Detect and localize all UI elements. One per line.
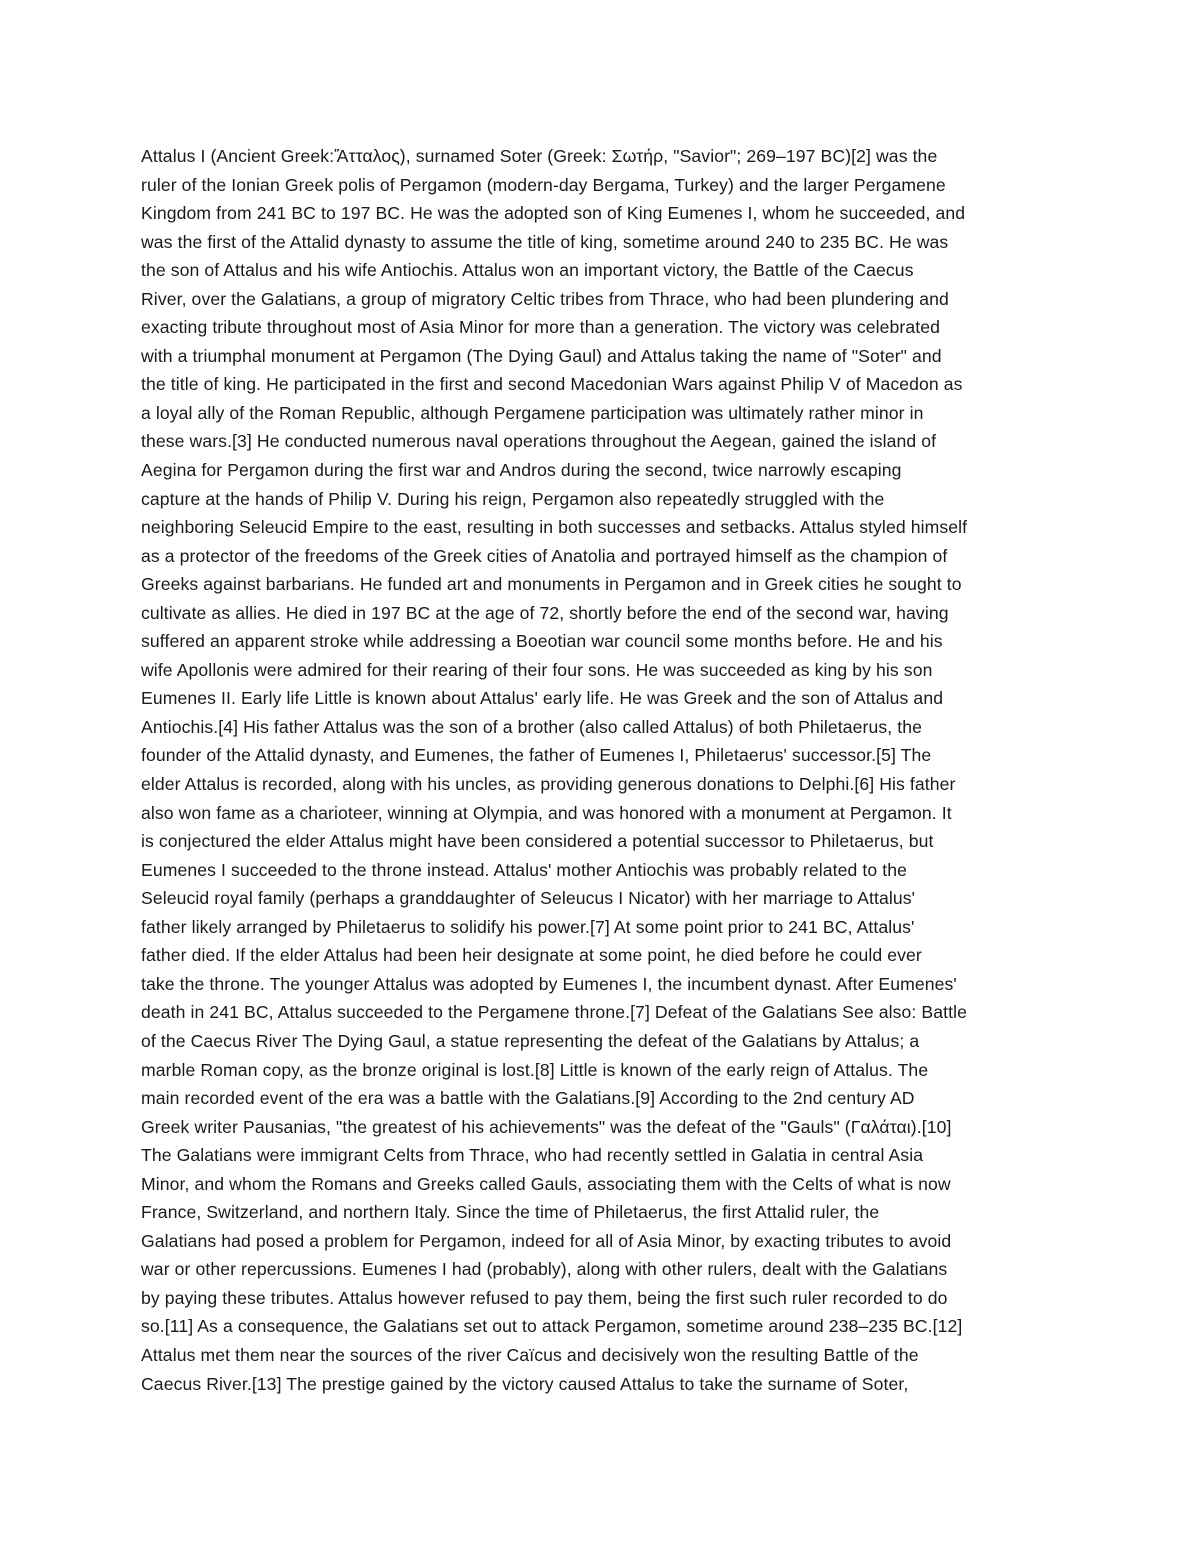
text-line: Kingdom from 241 BC to 197 BC. He was the adopted son of King Eumenes I, whom he succeeded, and [141, 203, 966, 224]
text-line: main recorded event of the era was a battle with the Galatians.[9] According to the 2nd century AD [141, 1088, 915, 1109]
text-line: Greeks against barbarians. He funded art and monuments in Pergamon and in Greek cities he sought to [141, 574, 962, 595]
text-line: war or other repercussions. Eumenes I had (probably), along with other rulers, dealt with the Galatians [141, 1259, 948, 1280]
text-line: Galatians had posed a problem for Pergamon, indeed for all of Asia Minor, by exacting tributes to avoid [141, 1230, 952, 1251]
text-line: Aegina for Pergamon during the first war and Andros during the second, twice narrowly escaping [141, 460, 902, 481]
text-line: The Galatians were immigrant Celts from Thrace, who had recently settled in Galatia in central Asia [141, 1145, 924, 1166]
text-line: of the Caecus River The Dying Gaul, a statue representing the defeat of the Galatians by Attalus; a [141, 1030, 920, 1051]
text-line: marble Roman copy, as the bronze original is lost.[8] Little is known of the early reign of Attalus. The [141, 1059, 929, 1080]
text-line: ruler of the Ionian Greek polis of Pergamon (modern-day Bergama, Turkey) and the larger Pergamene [141, 174, 946, 195]
text-line: Caecus River.[13] The prestige gained by the victory caused Attalus to take the surname of Soter, [141, 1373, 909, 1394]
text-line: River, over the Galatians, a group of migratory Celtic tribes from Thrace, who had been plundering and [141, 288, 949, 309]
text-line: is conjectured the elder Attalus might have been considered a potential successor to Philetaerus, but [141, 831, 934, 852]
text-line: elder Attalus is recorded, along with his uncles, as providing generous donations to Delphi.[6] His father [141, 774, 956, 795]
text-line: father likely arranged by Philetaerus to solidify his power.[7] At some point prior to 241 BC, Attalus' [141, 916, 915, 937]
text-line: Attalus met them near the sources of the river Caïcus and decisively won the resulting Battle of the [141, 1344, 919, 1365]
text-line: wife Apollonis were admired for their rearing of their four sons. He was succeeded as king by his son [141, 659, 933, 680]
body-text [141, 142, 1081, 1398]
text-line: as a protector of the freedoms of the Greek cities of Anatolia and portrayed himself as the champion of [141, 545, 948, 566]
text-line: the son of Attalus and his wife Antiochis. Attalus won an important victory, the Battle of the Caecus [141, 260, 914, 281]
text-line: cultivate as allies. He died in 197 BC at the age of 72, shortly before the end of the second war, having [141, 602, 949, 623]
text-line: by paying these tributes. Attalus however refused to pay them, being the first such ruler recorded to do [141, 1287, 948, 1308]
text-line: exacting tribute throughout most of Asia Minor for more than a generation. The victory was celebrated [141, 317, 940, 338]
text-line: so.[11] As a consequence, the Galatians set out to attack Pergamon, sometime around 238–235 BC.[12] [141, 1316, 963, 1337]
text-line: also won fame as a charioteer, winning at Olympia, and was honored with a monument at Pergamon. It [141, 802, 952, 823]
text-line: death in 241 BC, Attalus succeeded to the Pergamene throne.[7] Defeat of the Galatians See also: Battle [141, 1002, 968, 1023]
text-line: Eumenes II. Early life Little is known about Attalus' early life. He was Greek and the son of Attalus and [141, 688, 944, 709]
text-line: was the first of the Attalid dynasty to assume the title of king, sometime around 240 to 235 BC. He was [141, 231, 949, 252]
text-line: with a triumphal monument at Pergamon (The Dying Gaul) and Attalus taking the name of "Soter" and [141, 345, 942, 366]
text-line: suffered an apparent stroke while addressing a Boeotian war council some months before. He and his [141, 631, 943, 652]
text-line: Antiochis.[4] His father Attalus was the son of a brother (also called Attalus) of both Philetaerus, the [141, 716, 923, 737]
text-line: capture at the hands of Philip V. During his reign, Pergamon also repeatedly struggled with the [141, 488, 885, 509]
text-line: neighboring Seleucid Empire to the east, resulting in both successes and setbacks. Attalus styled himself [141, 517, 968, 538]
text-line: father died. If the elder Attalus had been heir designate at some point, he died before he could ever [141, 945, 922, 966]
text-line: Eumenes I succeeded to the throne instead. Attalus' mother Antiochis was probably related to the [141, 859, 908, 880]
text-line: Greek writer Pausanias, "the greatest of his achievements" was the defeat of the "Gauls" (Γαλάται).[10] [141, 1116, 952, 1137]
text-line: Minor, and whom the Romans and Greeks called Gauls, associating them with the Celts of what is now [141, 1173, 951, 1194]
text-line: France, Switzerland, and northern Italy. Since the time of Philetaerus, the first Attalid ruler, the [141, 1202, 880, 1223]
text-line: founder of the Attalid dynasty, and Eumenes, the father of Eumenes I, Philetaerus' successor.[5] The [141, 745, 932, 766]
text-line: these wars.[3] He conducted numerous naval operations throughout the Aegean, gained the island of [141, 431, 937, 452]
text-line: a loyal ally of the Roman Republic, although Pergamene participation was ultimately rather minor in [141, 402, 924, 423]
text-line: Attalus I (Ancient Greek:Ἄτταλος), surnamed Soter (Greek: Σωτήρ, "Savior"; 269–197 BC)[2] was the [141, 146, 938, 166]
text-line: Seleucid royal family (perhaps a granddaughter of Seleucus I Nicator) with her marriage to Attalus' [141, 888, 916, 909]
text-line: take the throne. The younger Attalus was adopted by Eumenes I, the incumbent dynast. After Eumenes' [141, 973, 957, 994]
text-line: the title of king. He participated in the first and second Macedonian Wars against Philip V of Macedon as [141, 374, 963, 395]
